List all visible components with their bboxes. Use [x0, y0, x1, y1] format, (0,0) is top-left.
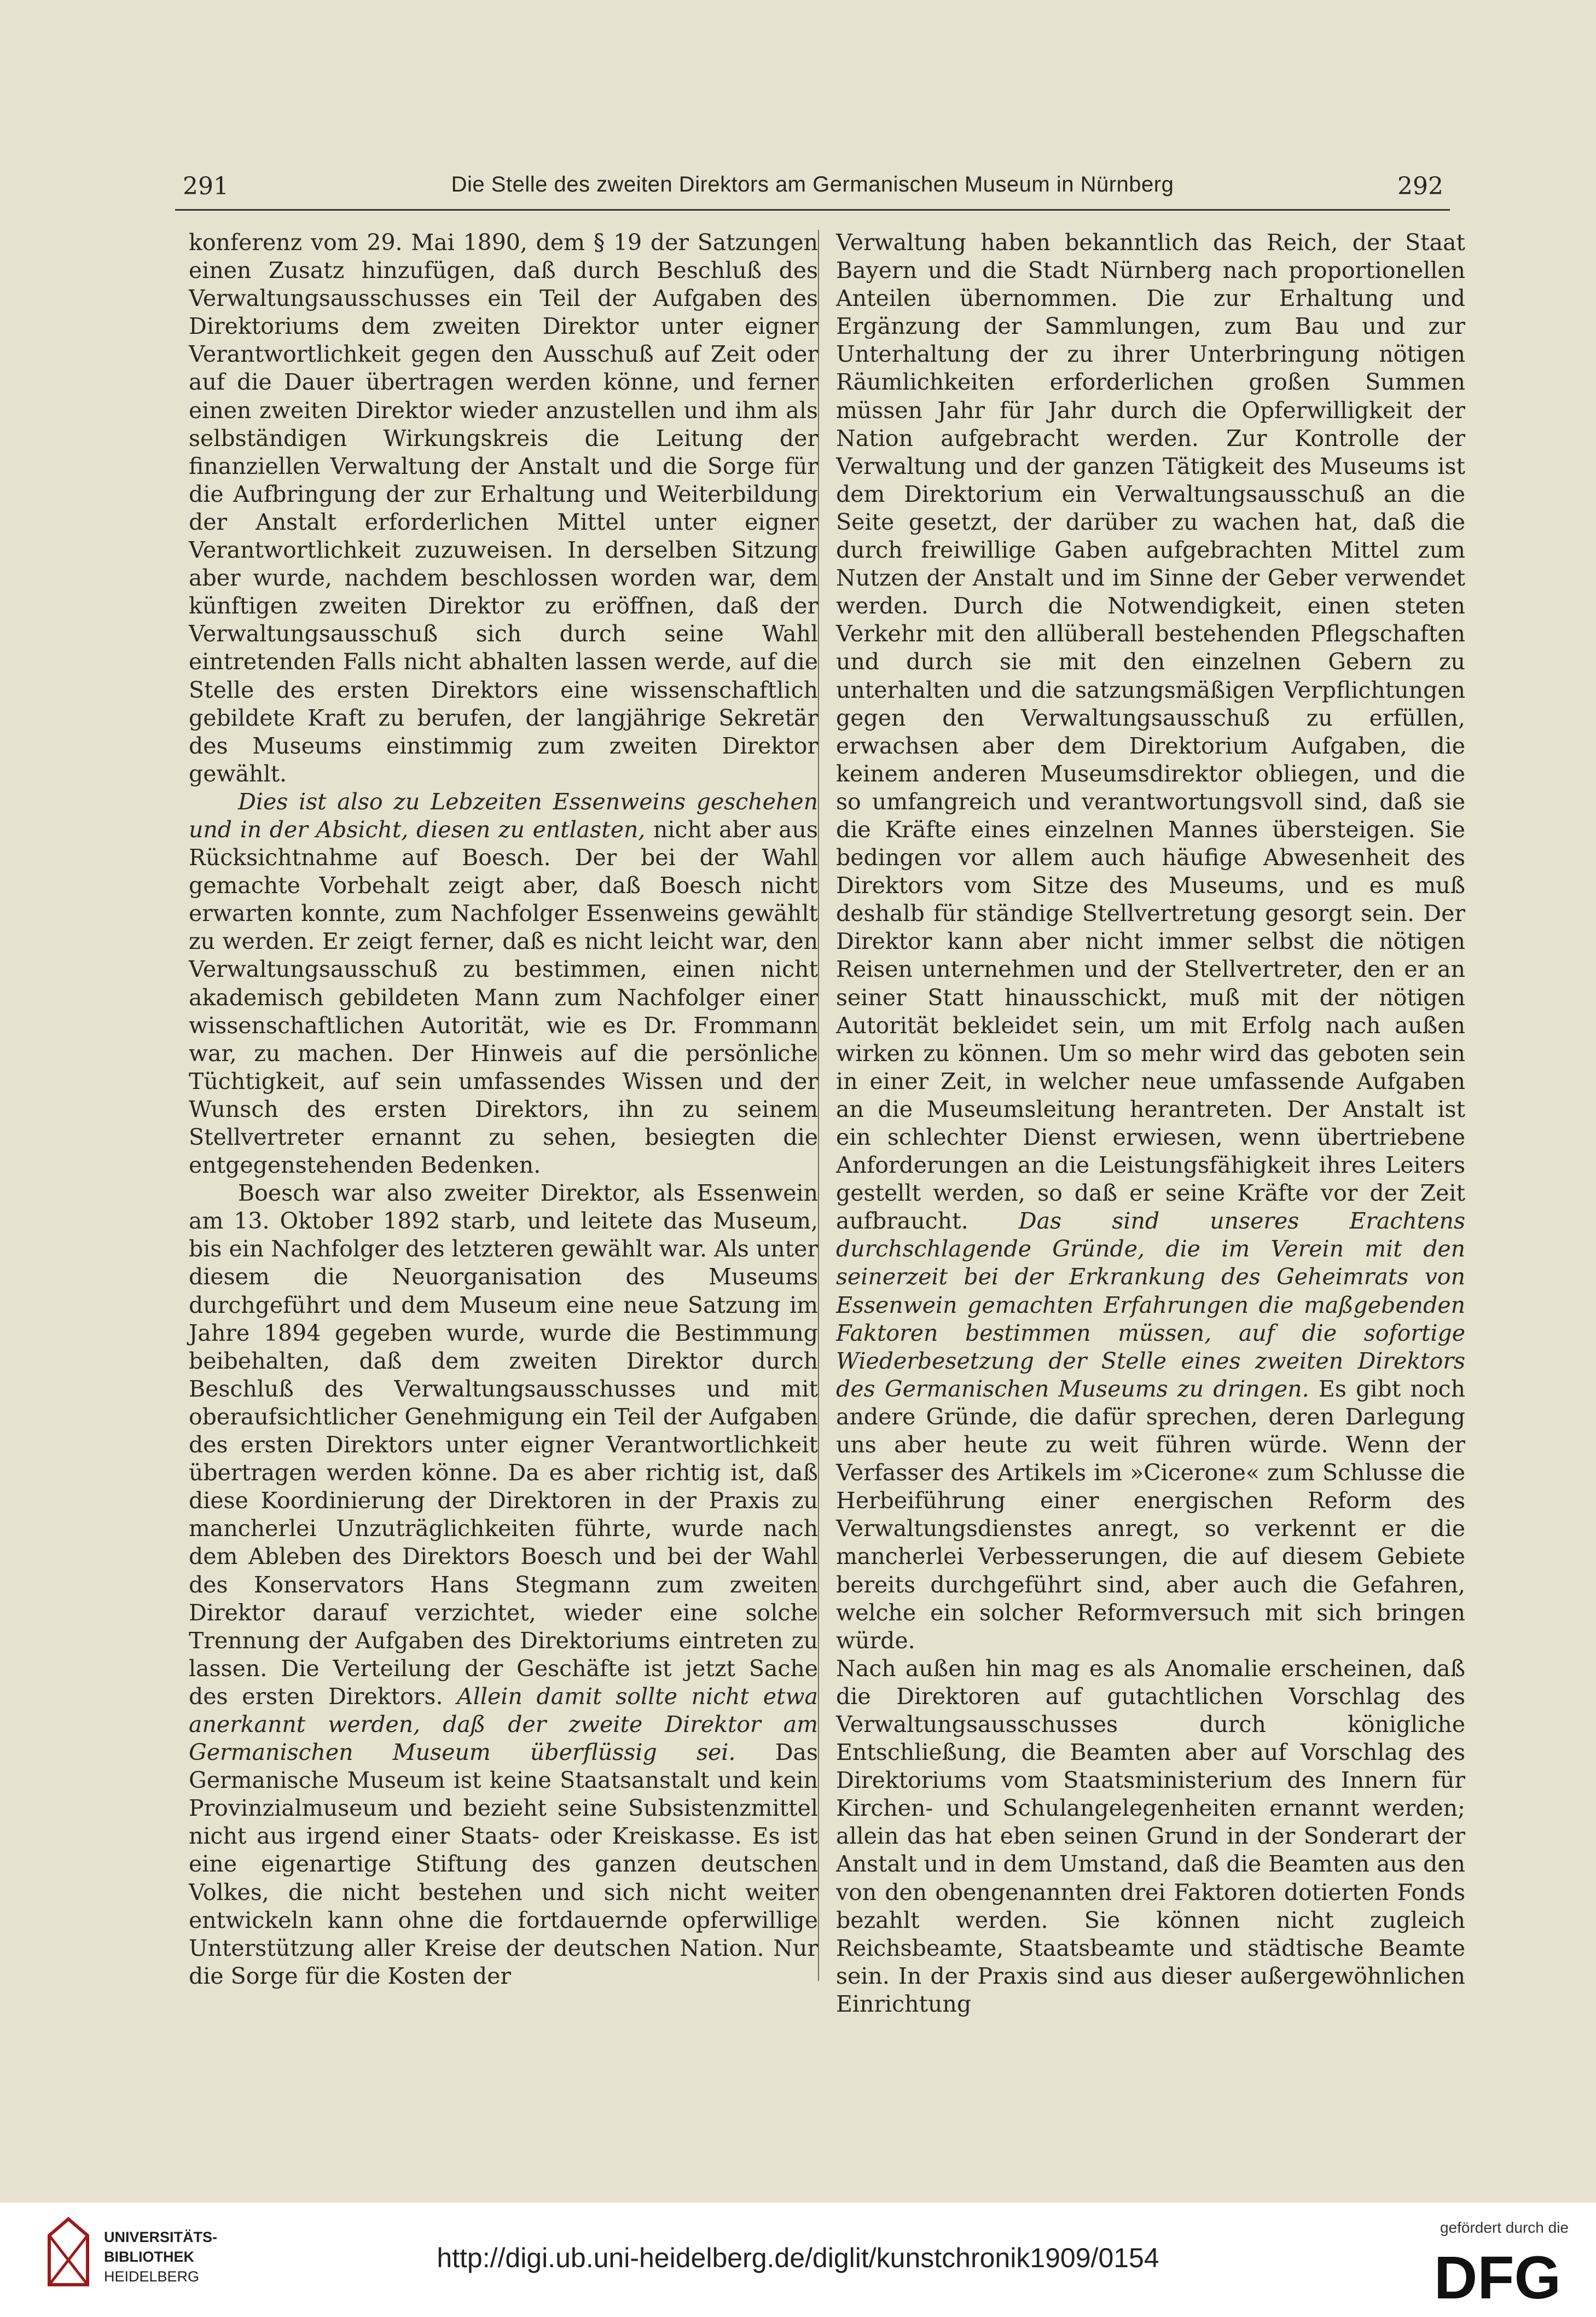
- source-url-link[interactable]: http://digi.ub.uni-heidelberg.de/diglit/kunstchronik1909/0154: [437, 2243, 1159, 2273]
- dfg-logo-icon: [1426, 2246, 1569, 2307]
- page-number-left: 291: [183, 172, 229, 200]
- paragraph-text: Das Germanische Museum ist keine Staatsanstalt und kein Provinzialmuseum und bezieht seine Subsistenzmittel nicht aus irgend einer Staats- oder Kreiskasse. Es ist eine eigenartige Stiftung des ganzen deutschen Volkes, die nicht bestehen und sich nicht weiter entwickeln kann ohne die fortdauernde opferwillige Unterstützung aller Kreise der deutschen Nation. Nur die Sorge für die Kosten der: [189, 1739, 819, 1989]
- running-title: Die Stelle des zweiten Direktors am Germanischen Museum in Nürnberg: [451, 172, 1174, 196]
- italic-emphasis: Dies ist also zu Lebzeiten Essenweins geschehen und in der Absicht, diesen zu entlasten,: [189, 788, 818, 843]
- digitization-footer: [0, 2203, 1596, 2317]
- left-column: [189, 229, 818, 1990]
- library-name: UNIVERSITÄTS- BIBLIOTHEK HEIDELBERG: [104, 2229, 218, 2285]
- paragraph-text: Nach außen hin mag es als Anomalie erscheinen, daß die Direktoren auf gutachtlichen Vorschlag des Verwaltungsausschusses durch königliche Entschließung, die Beamten aber auf Vorschlag des Direktoriums vom Staatsministerium des Innern für Kirchen- und Schulangelegenheiten ernannt werden; allein das hat eben seinen Grund in der Sonderart der Anstalt und in dem Umstand, daß die Beamten aus den von den obengenannten drei Faktoren dotierten Fonds bezahlt werden. Sie können nicht zugleich Reichsbeamte, Staatsbeamte und städtische Beamte sein. In der Praxis sind aus dieser außergewöhnlichen Einrichtung: [836, 1655, 1465, 2017]
- paragraph-text: konferenz vom 29. Mai 1890, dem § 19 der Satzungen einen Zusatz hinzufügen, daß durch Beschluß des Verwaltungsausschusses ein Teil der Aufgaben des Direktoriums dem zweiten Direktor unter eigner Verantwortlichkeit gegen den Ausschuß auf Zeit oder auf die Dauer übertragen werden könne, und ferner einen zweiten Direktor wieder anzustellen und ihm als selbständigen Wirkungskreis die Leitung der finanziellen Verwaltung der Anstalt und die Sorge für die Aufbringung der zur Erhaltung und Weiterbildung der Anstalt erforderlichen Mittel unter eigner Verantwortlichkeit zuzuweisen. In derselben Sitzung aber wurde, nachdem beschlossen worden war, dem künftigen zweiten Direktor zu eröffnen, daß der Verwaltungsausschuß sich durch seine Wahl eintretenden Falls nicht abhalten lassen werde, auf die Stelle des ersten Direktors eine wissenschaftlich gebildete Kraft zu berufen, der langjährige Sekretär des Museums einstimmig zum zweiten Direktor gewählt.: [189, 229, 818, 787]
- paragraph: [189, 229, 818, 788]
- paragraph-text: Verwaltung haben bekanntlich das Reich, der Staat Bayern und die Stadt Nürnberg nach proportionellen Anteilen übernommen. Die zur Erhaltung und Ergänzung der Sammlungen, zum Bau und zur Unterhaltung der zu ihrer Unterbringung nötigen Räumlichkeiten erforderlichen großen Summen müssen Jahr für Jahr durch die Opferwilligkeit der Nation aufgebracht werden. Zur Kontrolle der Verwaltung und der ganzen Tätigkeit des Museums ist dem Direktorium ein Verwaltungsausschuß an die Seite gesetzt, der darüber zu wachen hat, daß die durch freiwillige Gaben aufgebrachten Mittel zum Nutzen der Anstalt und im Sinne der Geber verwendet werden. Durch die Notwendigkeit, einen steten Verkehr mit den allüberall bestehenden Pflegschaften und durch sie mit den einzelnen Gebern zu unterhalten und die satzungsmäßigen Verpflichtungen gegen den Verwaltungsausschuß zu erfüllen, erwachsen aber dem Direktorium Aufgaben, die keinem anderen Museumsdirektor obliegen, und die so umfangreich und verantwortungsvoll sind, daß sie die Kräfte eines einzelnen Mannes übersteigen. Sie bedingen vor allem auch häufige Abwesenheit des Direktors vom Sitze des Museums, und es muß deshalb für ständige Stellvertretung gesorgt sein. Der Direktor kann aber nicht immer selbst die nötigen Reisen unternehmen und der Stellvertreter, den er an seiner Statt hinausschickt, muß mit der nötigen Autorität bekleidet sein, um mit Erfolg nach außen wirken zu können. Um so mehr wird das geboten sein in einer Zeit, in welcher neue umfassende Aufgaben an die Museumsleitung herantreten. Der Anstalt ist ein schlechter Dienst erwiesen, wenn übertriebene Anforderungen an die Leistungsfähigkeit ihres Leiters gestellt werden, so daß er seine Kräfte vor der Zeit aufbraucht.: [836, 229, 1465, 1235]
- paragraph: [189, 788, 818, 1179]
- svg-text:DFG: DFG: [1434, 2246, 1562, 2307]
- paragraph: [189, 1179, 818, 1990]
- running-header: [175, 167, 1450, 205]
- header-rule: [175, 209, 1450, 211]
- column-divider: [818, 230, 819, 1981]
- italic-emphasis: Allein damit sollte nicht etwa anerkannt werden, daß der zweite Direktor am Germanischen Museum überflüssig sei.: [189, 1683, 818, 1766]
- paragraph: [836, 229, 1465, 1655]
- paragraph: [836, 1655, 1465, 2018]
- italic-emphasis: Das sind unseres Erachtens durchschlagende Gründe, die im Verein mit den seinerzeit bei der Erkrankung des Geheimrats von Essenwein gemachten Erfahrungen die maßgebenden Faktoren bestimmen müssen, auf die sofortige Wiederbesetzung der Stelle eines zweiten Direktors des Germanischen Museums zu dringen.: [836, 1208, 1465, 1402]
- paragraph-text: nicht aber aus Rücksichtnahme auf Boesch. Der bei der Wahl gemachte Vorbehalt zeigt aber, daß Boesch nicht erwarten konnte, zum Nachfolger Essenweins gewählt zu werden. Er zeigt ferner, daß es nicht leicht war, den Verwaltungsausschuß zu bestimmen, einen nicht akademisch gebildeten Mann zum Nachfolger einer wissenschaftlichen Autorität, wie es Dr. Frommann war, zu machen. Der Hinweis auf die persönliche Tüchtigkeit, auf sein umfassendes Wissen und der Wunsch des ersten Direktors, ihn zu seinem Stellvertreter ernannt zu sehen, besiegten die entgegenstehenden Bedenken.: [189, 816, 818, 1179]
- paragraph-text: Boesch war also zweiter Direktor, als Essenwein am 13. Oktober 1892 starb, und leitete das Museum, bis ein Nachfolger des letzteren gewählt war. Als unter diesem die Neuorganisation des Museums durchgeführt und dem Museum eine neue Satzung im Jahre 1894 gegeben wurde, wurde die Bestimmung beibehalten, daß dem zweiten Direktor durch Beschluß des Verwaltungsausschusses und mit oberaufsichtlicher Genehmigung ein Teil der Aufgaben des ersten Direktors unter eigner Verantwortlichkeit übertragen werden könne. Da es aber richtig ist, daß diese Koordinierung der Direktoren in der Praxis zu mancherlei Unzuträglichkeiten führte, wurde nach dem Ableben des Direktors Boesch und bei der Wahl des Konservators Hans Stegmann zum zweiten Direktor darauf verzichtet, wieder eine solche Trennung der Aufgaben des Direktoriums eintreten zu lassen. Die Verteilung der Geschäfte ist jetzt Sache des ersten Direktors.: [189, 1180, 818, 1710]
- funded-by-label: gefördert durch die: [1440, 2219, 1569, 2236]
- right-column: [836, 229, 1465, 2018]
- page-number-right: 292: [1397, 172, 1443, 200]
- paragraph-text: Es gibt noch andere Gründe, die dafür sprechen, deren Darlegung uns aber heute zu weit führen würde. Wenn der Verfasser des Artikels im »Cicerone« zum Schlusse die Herbeiführung einer energischen Reform des Verwaltungsdienstes anregt, so verkennt er die mancherlei Verbesserungen, die auf diesem Gebiete bereits durchgeführt sind, aber auch die Gefahren, welche ein solcher Reformversuch mit sich bringen würde.: [836, 1375, 1466, 1654]
